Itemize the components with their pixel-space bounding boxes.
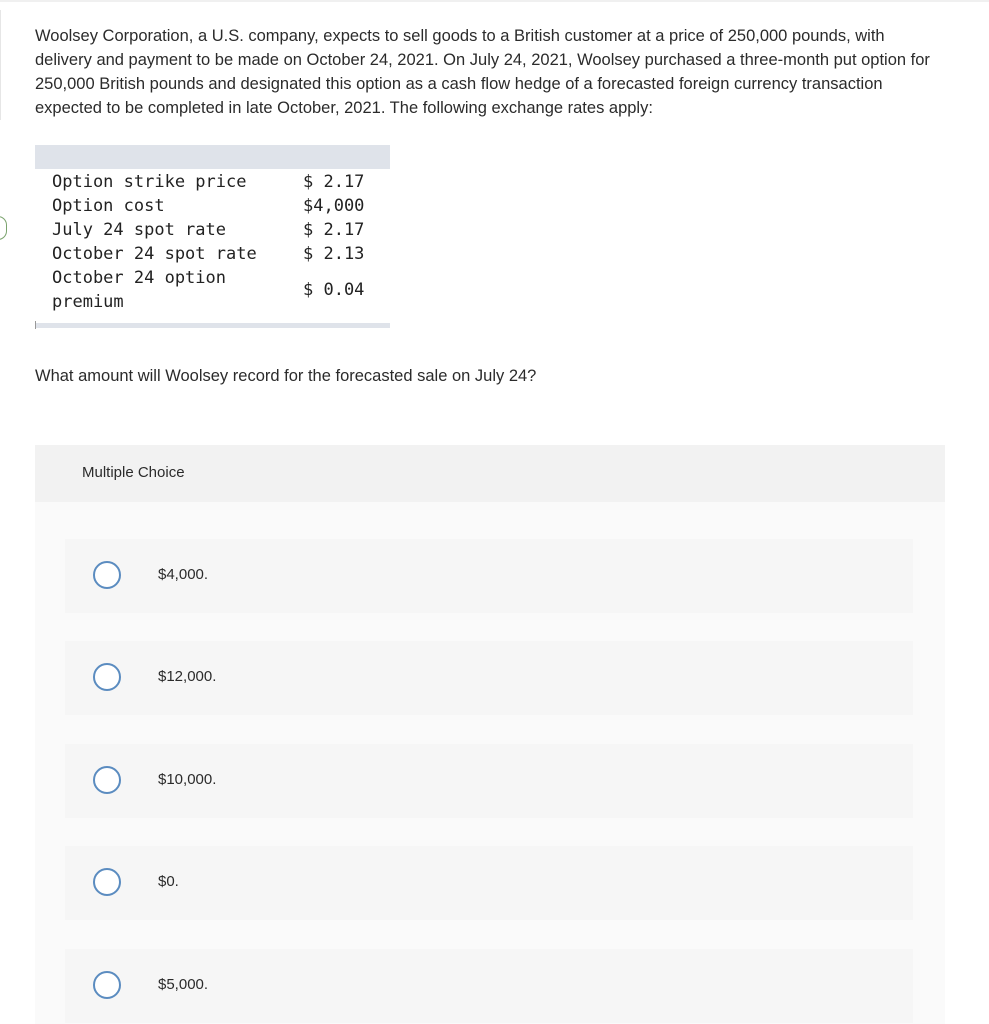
top-divider bbox=[0, 0, 989, 2]
row-label: Option cost bbox=[52, 196, 165, 216]
answer-option-label: $10,000. bbox=[158, 771, 217, 788]
answer-option[interactable] bbox=[65, 949, 913, 1023]
radio-button[interactable] bbox=[93, 663, 121, 691]
answer-option[interactable] bbox=[65, 846, 913, 920]
multiple-choice-title: Multiple Choice bbox=[82, 464, 185, 481]
table-header-band bbox=[35, 145, 390, 169]
answer-option-label: $4,000. bbox=[158, 566, 209, 583]
row-value: $ 2.13 bbox=[303, 244, 365, 264]
answer-option-label: $12,000. bbox=[158, 668, 217, 685]
table-footer-band bbox=[35, 323, 390, 328]
row-label: July 24 spot rate bbox=[52, 220, 226, 240]
table-footer-tick bbox=[35, 321, 36, 329]
answer-option[interactable] bbox=[65, 539, 913, 613]
radio-button[interactable] bbox=[93, 561, 121, 589]
left-edge-tab bbox=[0, 216, 7, 240]
row-value: $ 2.17 bbox=[303, 220, 365, 240]
answer-option-label: $5,000. bbox=[158, 976, 209, 993]
answer-option-label: $0. bbox=[158, 873, 179, 890]
row-value: $ 2.17 bbox=[303, 172, 365, 192]
radio-button[interactable] bbox=[93, 868, 121, 896]
multiple-choice-panel bbox=[35, 445, 945, 1024]
row-label: October 24 spot rate bbox=[52, 244, 257, 264]
table-row bbox=[35, 266, 390, 318]
answer-option[interactable] bbox=[65, 641, 913, 715]
radio-button[interactable] bbox=[93, 971, 121, 999]
row-label: October 24 option premium bbox=[52, 268, 226, 312]
question-text: Woolsey Corporation, a U.S. company, expects to sell goods to a British customer at a price of 250,000 pounds, with delivery and payment to be made on October 24, 2021. On July 24, 2021, Woolsey purchased a three-month put option for 250,000 British pounds and designated this option as a cash flow hedge of a forecasted foreign currency transaction expected to be completed in late October, 2021. The following exchange rates apply: bbox=[35, 27, 930, 117]
radio-button[interactable] bbox=[93, 766, 121, 794]
row-value: $4,000 bbox=[303, 196, 365, 216]
multiple-choice-header bbox=[35, 445, 945, 502]
exchange-rates-table bbox=[35, 145, 390, 331]
answer-option[interactable] bbox=[65, 744, 913, 818]
left-divider bbox=[0, 10, 1, 120]
question-prompt: What amount will Woolsey record for the forecasted sale on July 24? bbox=[35, 367, 537, 385]
row-value: $ 0.04 bbox=[303, 280, 365, 300]
row-label: Option strike price bbox=[52, 172, 247, 192]
